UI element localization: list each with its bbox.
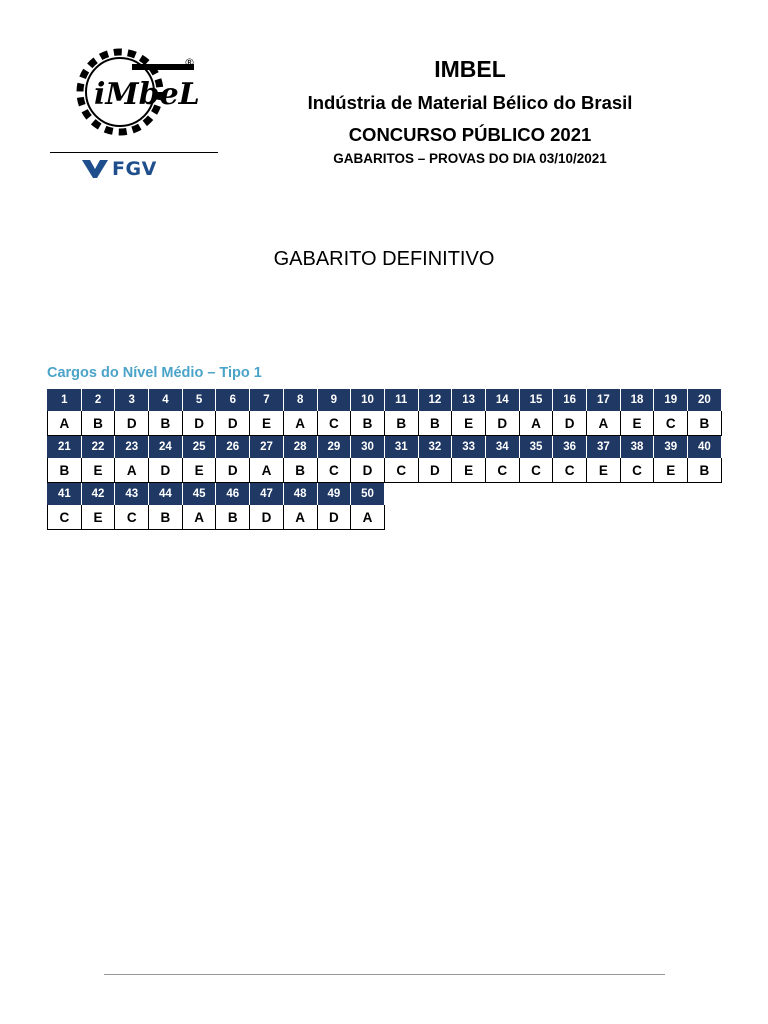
question-number: 19 [654,389,688,411]
question-number: 8 [284,389,318,411]
question-number: 7 [250,389,284,411]
imbel-logo-text: iMbeL [94,77,200,112]
answer-letter: B [216,505,250,530]
question-number: 14 [486,389,520,411]
answer-letter: D [318,505,352,530]
answer-letter: D [149,458,183,483]
question-number: 1 [48,389,82,411]
question-number: 37 [587,436,621,458]
question-number: 4 [149,389,183,411]
answer-letter: B [149,505,183,530]
question-number: 49 [318,483,352,505]
question-number: 39 [654,436,688,458]
header-date-line: GABARITOS – PROVAS DO DIA 03/10/2021 [333,151,607,166]
question-number: 48 [284,483,318,505]
question-number: 40 [688,436,722,458]
answer-letter: B [284,458,318,483]
answer-letter: C [115,505,149,530]
header [270,52,670,168]
question-number: 23 [115,436,149,458]
section-title: Cargos do Nível Médio – Tipo 1 [47,365,262,381]
question-number: 41 [48,483,82,505]
answer-letter: E [452,458,486,483]
answer-letter: D [486,411,520,436]
answer-letter: C [486,458,520,483]
answer-letter: B [419,411,453,436]
question-number: 34 [486,436,520,458]
question-number: 22 [82,436,116,458]
answer-letter: E [452,411,486,436]
answer-letter: E [250,411,284,436]
question-number: 45 [183,483,217,505]
question-number: 20 [688,389,722,411]
question-number: 31 [385,436,419,458]
question-number: 21 [48,436,82,458]
answer-letter: C [621,458,655,483]
question-number: 18 [621,389,655,411]
question-number: 16 [553,389,587,411]
document-title: GABARITO DEFINITIVO [273,248,495,270]
answer-letter: A [284,411,318,436]
question-number: 38 [621,436,655,458]
question-number-row [47,389,722,411]
answer-letter: C [654,411,688,436]
question-number: 36 [553,436,587,458]
answer-letter: E [621,411,655,436]
answer-letter: D [183,411,217,436]
question-number: 27 [250,436,284,458]
answer-letter: C [48,505,82,530]
answer-letter: A [48,411,82,436]
registered-mark: ® [184,56,195,69]
logo-divider [50,152,218,153]
question-number: 50 [351,483,385,505]
answer-letter: D [351,458,385,483]
question-number: 10 [351,389,385,411]
question-number: 46 [216,483,250,505]
answer-letter: B [149,411,183,436]
question-number-row [47,436,722,458]
question-number: 43 [115,483,149,505]
answer-letter: D [419,458,453,483]
answer-letter: C [520,458,554,483]
answer-letter: D [216,458,250,483]
answer-key-table [47,389,722,530]
answer-letter: A [183,505,217,530]
answer-letter: B [688,458,722,483]
fgv-logo [82,157,157,181]
question-number: 12 [419,389,453,411]
answer-block [47,483,385,530]
question-number: 33 [452,436,486,458]
question-number: 30 [351,436,385,458]
footer-divider [104,974,665,975]
question-number: 5 [183,389,217,411]
answer-letter: A [284,505,318,530]
answer-letter: A [587,411,621,436]
question-number: 13 [452,389,486,411]
logo-area [50,42,218,182]
question-number: 2 [82,389,116,411]
answer-letter: D [115,411,149,436]
header-title: IMBEL [434,56,506,82]
answer-letter: A [250,458,284,483]
answer-letter: C [318,411,352,436]
question-number: 3 [115,389,149,411]
fgv-chevron-icon [82,160,108,178]
question-number-row [47,483,385,505]
answer-letter: B [82,411,116,436]
question-number: 9 [318,389,352,411]
answer-letter: B [48,458,82,483]
answer-letter: A [520,411,554,436]
answer-row [47,505,385,530]
answer-letter: C [318,458,352,483]
answer-letter: A [115,458,149,483]
answer-letter: C [553,458,587,483]
question-number: 17 [587,389,621,411]
answer-letter: D [216,411,250,436]
question-number: 6 [216,389,250,411]
header-subtitle: Indústria de Material Bélico do Brasil [307,92,633,113]
answer-letter: D [250,505,284,530]
question-number: 44 [149,483,183,505]
imbel-gear-logo [72,42,202,142]
question-number: 47 [250,483,284,505]
answer-letter: B [351,411,385,436]
question-number: 11 [385,389,419,411]
question-number: 28 [284,436,318,458]
answer-letter: E [587,458,621,483]
question-number: 29 [318,436,352,458]
fgv-logo-text: FGV [112,158,157,180]
answer-letter: C [385,458,419,483]
answer-letter: E [654,458,688,483]
header-contest: CONCURSO PÚBLICO 2021 [348,124,592,145]
question-number: 42 [82,483,116,505]
answer-letter: D [553,411,587,436]
answer-block [47,389,722,436]
question-number: 35 [520,436,554,458]
question-number: 24 [149,436,183,458]
answer-block [47,436,722,483]
answer-letter: E [82,458,116,483]
answer-letter: B [385,411,419,436]
answer-letter: B [688,411,722,436]
question-number: 25 [183,436,217,458]
answer-row [47,458,722,483]
question-number: 32 [419,436,453,458]
question-number: 15 [520,389,554,411]
question-number: 26 [216,436,250,458]
answer-letter: E [183,458,217,483]
answer-row [47,411,722,436]
answer-letter: A [351,505,385,530]
answer-letter: E [82,505,116,530]
